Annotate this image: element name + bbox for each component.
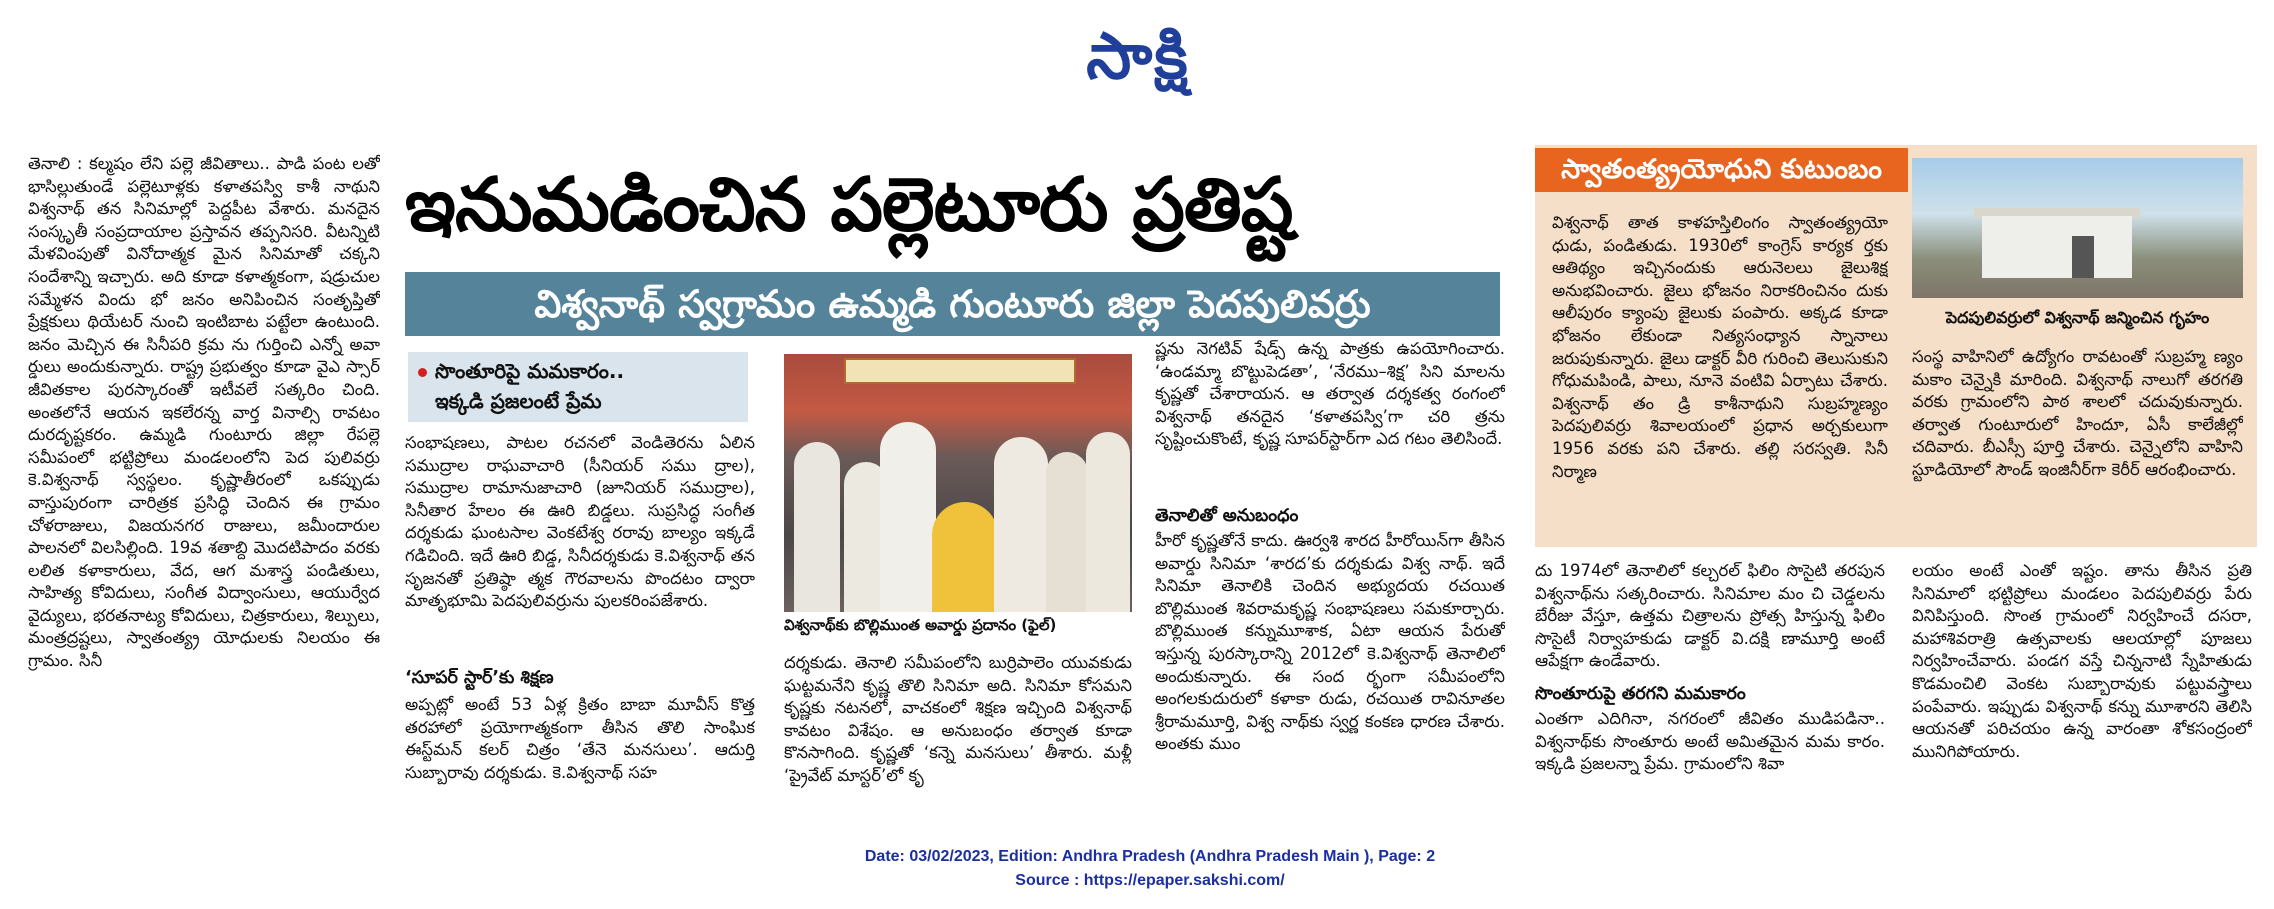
- bullet-icon: [418, 368, 427, 377]
- pull-quote-line-2: ఇక్కడి ప్రజలంటే ప్రేమ: [435, 389, 602, 413]
- article-column-2b: అప్పట్లో అంటే 53 ఏళ్ల క్రితం బాబా మూవీస్ కొత్త తరహాలో ప్రయోగాత్మకంగా తీసిన తొలి సాంఘిక ఈస్ట్‌మన్ కలర్ చిత్రం ‘తేనె మనసులు’. ఆదుర్తి సుబ్బారావు దర్శకుడు. కె.విశ్వనాథ్ సహ: [405, 695, 755, 782]
- award-photo: [784, 354, 1132, 612]
- subheading-tenali-bond: తెనాలితో అనుబంధం: [1155, 506, 1299, 526]
- article-column-1: తెనాలి : కల్మషం లేని పల్లె జీవితాలు.. పాడి పంట లతో భాసిల్లుతుండే పల్లెటూళ్లకు కళాతపస్వి కాశీ నాథుని విశ్వనాథ్ తన సినిమాల్లో పెద్దపీట వేశారు. మనదైన సంస్కృతీ సంప్రదాయాల ప్రస్తావన తప్పనిసరి. వీటన్నిటి మేళవింపుతో వినోదాత్మక మైన సినిమాతో చక్కని సందేశాన్ని ఇచ్చారు. అది కూడా కళాత్మకంగా, షడ్రుచుల సమ్మేళన విందు భో జనం అనిపించిన సంతృప్తితో ప్రేక్షకులు థియేటర్ నుంచి ఇంటిబాట పట్టేలా ఉంటుంది. జనం మెచ్చిన ఈ సినీపరి క్రమ ను గుర్తించి ఎన్నో అవా ర్డులు అందుకున్నారు. రాష్ట్ర ప్రభుత్వం కూడా వైఎ స్సార్ జీవితకాల పురస్కారంతో ఇటీవలే సత్కరిం చింది. అంతలోనే ఆయన ఇకలేరన్న వార్త వినాల్సి రావటం దురదృష్టకరం. ఉమ్మడి గుంటూరు జిల్లా రేపల్లె సమీపంలో భట్టిప్రోలు మండలంలోని పెద పులివర్రు కె.విశ్వనాథ్ స్వస్థలం. కృష్ణాతీరంలో ఒకప్పుడు వాస్తుపురంగా చారిత్రక ప్రసిద్ధి చెందిన ఈ గ్రామం చోళరాజులు, విజయనగర రాజులు, జమీందారుల పాలనలో విలసిల్లింది. 19వ శతాబ్ది మొదటిపాదం వరకు లలిత కళాకారులు, వేద, ఆగ మశాస్త్ర పండితులు, సాహిత్య కోవిదులు, సంగీత విద్వాంసులు, ఆయుర్వేద వైద్యులు, భరతనాట్య కోవిదులు, చిత్రకారులు, శిల్పులు, మంత్రద్రష్టలు, స్వాతంత్య్ర యోధులకు నిలయం ఈ గ్రామం. సినీ: [28, 154, 380, 671]
- subheading-love-for-hometown: సొంతూరుపై తరగని మమకారం: [1535, 684, 1746, 704]
- article-column-6-bottom: లయం అంటే ఎంతో ఇష్టం. తాను తీసిన ప్రతి సినిమాలో భట్టిప్రోలు మండలం పెదపులివర్రు పేరు వినిపిస్తుంది. సొంత గ్రామంలో నిర్వహించే దసరా, మహాశివరాత్రి ఉత్సవాలకు ఆలయాల్లో పూజలు నిర్వహించేవారు. పండగ వస్తే చిన్ననాటి స్నేహితుడు కొడమంచిలి వెంకట సుబ్బారావుకు పట్టువస్త్రాలు పంపేవారు. ఇప్పుడు విశ్వనాథ్ కన్ను మూశారని తెలిసి ఆయనతో పరిచయం ఉన్న వారంతా శోకసంద్రంలో మునిగిపోయారు.: [1912, 561, 2252, 761]
- footer-date-line: Date: 03/02/2023, Edition: Andhra Pradesh (Andhra Pradesh Main ), Page: 2: [864, 848, 1436, 865]
- pull-quote-line-1: సొంతూరిపై మమకారం..: [435, 359, 625, 383]
- footer-source-line: Source : https://epaper.sakshi.com/: [1015, 872, 1285, 889]
- sidebar-text-left: విశ్వనాథ్ తాత కాళహస్తిలింగం స్వాతంత్య్రయో ధుడు, పండితుడు. 1930లో కాంగ్రెస్ కార్యక ర్తకు ఆతిథ్యం ఇచ్చినందుకు ఆరునెలలు జైలుశిక్ష అనుభవించారు. జైలు భోజనం నిరాకరించినం దుకు ఆలీపురం క్యాంపు జైలుకు పంపారు. అక్కడ కూడా భోజనం లేకుండా నిత్యసంధ్యాన స్నానాలు జరుపుకున్నారు. జైలు డాక్టర్ వీరి గురించి తెలుసుకుని గోధుమపిండి, పాలు, నూనె వంటివి ఏర్పాటు చేశారు. విశ్వనాథ్ తం డ్రి కాశీనాథుని సుబ్రహ్మణ్యం పెదపులివర్రు శివాలయంలో ప్రధాన అర్చకులుగా 1956 వరకు పని చేశారు. తల్లి సరస్వతి. సినీ నిర్మాణ: [1552, 213, 1888, 481]
- article-column-4-top: ష్ణను నెగటివ్ షేడ్స్ ఉన్న పాత్రకు ఉపయోగించారు. ‘ఉండమ్మా బొట్టుపెడతా’, ‘నేరము–శిక్ష’ సిని మాలను కృష్ణతో చేశారాయన. ఆ తర్వాత దర్శకత్వ రంగంలో విశ్వనాథ్ తనదైన ‘కళాతపస్వి’గా చరి త్రను సృష్టించుకొంటే, కృష్ణ సూపర్‌స్టార్‌గా ఎద గటం తెలిసిందే.: [1155, 339, 1505, 449]
- sakshi-logo: సాక్షి: [1086, 20, 1190, 94]
- pull-quote: [408, 352, 748, 422]
- article-column-5-bottom: దు 1974లో తెనాలిలో కల్చరల్ ఫిలిం సొసైటి తరపున విశ్వనాథ్‌ను సత్కరించారు. సినిమాల మం చి చెడ్డలను బేరీజు వేస్తూ, ఉత్తమ చిత్రాలను ప్రోత్స హిస్తున్న ఫిలిం సొసైటీ నిర్వాహకుడు డాక్టర్ వి.దక్షి ణామూర్తి అంటే ఆపేక్షగా ఉండేవారు.: [1535, 561, 1885, 671]
- subheading-superstar-training: ‘సూపర్ స్టార్’కు శిక్షణ: [405, 668, 554, 688]
- article-column-5b: ఎంతగా ఎదిగినా, నగరంలో జీవితం ముడిపడినా.. విశ్వనాథ్‌కు సొంతూరు అంటే అమితమైన మమ కారం. ఇక్కడి ప్రజలన్నా ప్రేమ. గ్రామంలోని శివా: [1535, 709, 1885, 774]
- article-column-3-bottom: దర్శకుడు. తెనాలి సమీపంలోని బుర్రిపాలెం యువకుడు ఘట్టమనేని కృష్ణ తొలి సినిమా అది. సినిమా కోసమని కృష్ణకు నటనలో, వాచకంలో శిక్షణ ఇచ్చింది విశ్వనాథ్ కావటం విశేషం. ఆ అనుబంధం తర్వాత కూడా కొనసాగింది. కృష్ణతో ‘కన్నె మనసులు’ తీశారు. మళ్లీ ‘ప్రైవేట్ మాస్టర్’లో కృ: [784, 653, 1132, 785]
- article-column-2: సంభాషణలు, పాటల రచనలో వెండితెరను ఏలిన సముద్రాల రాఘవాచారి (సీనియర్ సము ద్రాల), సముద్రాల రామానుజాచారి (జూనియర్ సముద్రాల), సినీతార హేలం ఈ ఊరి బిడ్డలు. సుప్రసిద్ధ సంగీత దర్శకుడు ఘంటసాల వెంకటేశ్వ రరావు బాల్యం ఇక్కడే గడిచింది. ఇదే ఊరి బిడ్డ, సినీదర్శకుడు కె.విశ్వనాథ్ తన సృజనతో ప్రతిష్ఠా త్మక గౌరవాలను పొందటం ద్వారా మాతృభూమి పెదపులివర్రును పులకరింపజేశారు.: [405, 433, 755, 611]
- sidebar-text-right: సంస్థ వాహినిలో ఉద్యోగం రావటంతో సుబ్రహ్మ ణ్యం మకాం చెన్నైకి మారింది. విశ్వనాథ్ నాలుగో తరగతి వరకు గ్రామంలోని పాఠ శాలలో చదువుకున్నారు. తర్వాత గుంటూరులో హిందూ, ఏసీ కాలేజీల్లో చదివారు. బీఎస్సీ పూర్తి చేశారు. చెన్నైలోని వాహిని స్టూడియోలో సౌండ్ ఇంజినీర్‌గా కెరీర్ ఆరంభించారు.: [1912, 347, 2243, 479]
- stage-banner: [844, 358, 1076, 384]
- article-column-4b: హీరో కృష్ణతోనే కాదు. ఊర్వశి శారద హీరోయిన్‌గా తీసిన అవార్డు సినిమా ‘శారద’కు దర్శకుడు విశ్వ నాథ్. ఇదే సినిమా తెనాలికి చెందిన అభ్యుదయ రచయిత బొల్లిముంత శివరామకృష్ణ సంభాషణలు సమకూర్చారు. బొల్లిముంత కన్నుమూశాక, ఏటా ఆయన పేరుతో ఇస్తున్న పురస్కారాన్ని 2012లో కె.విశ్వనాథ్ తెనాలిలో అందుకున్నారు. ఈ సంద ర్భంగా సమీపంలోని అంగలకుదురులో కళాకా రుడు, రచయిత రావినూతల శ్రీరామమూర్తి, విశ్వ నాథ్‌కు స్వర్ణ కంకణ ధారణ చేశారు. అంతకు ముం: [1155, 531, 1505, 754]
- article-headline: ఇనుమడించిన పల్లెటూరు ప్రతిష్ట: [405, 162, 1293, 248]
- house-photo: [1912, 158, 2243, 298]
- house-photo-caption: పెదపులివర్రులో విశ్వనాథ్ జన్మించిన గృహం: [1945, 308, 2210, 327]
- article-subheadline: విశ్వనాథ్ స్వగ్రామం ఉమ్మడి గుంటూరు జిల్లా పెదపులివర్రు: [405, 272, 1500, 336]
- photo-caption: విశ్వనాథ్‌కు బొల్లిముంత అవార్డు ప్రదానం (ఫైల్): [784, 616, 1057, 634]
- sidebar-title: స్వాతంత్య్రయోధుని కుటుంబం: [1535, 148, 1908, 192]
